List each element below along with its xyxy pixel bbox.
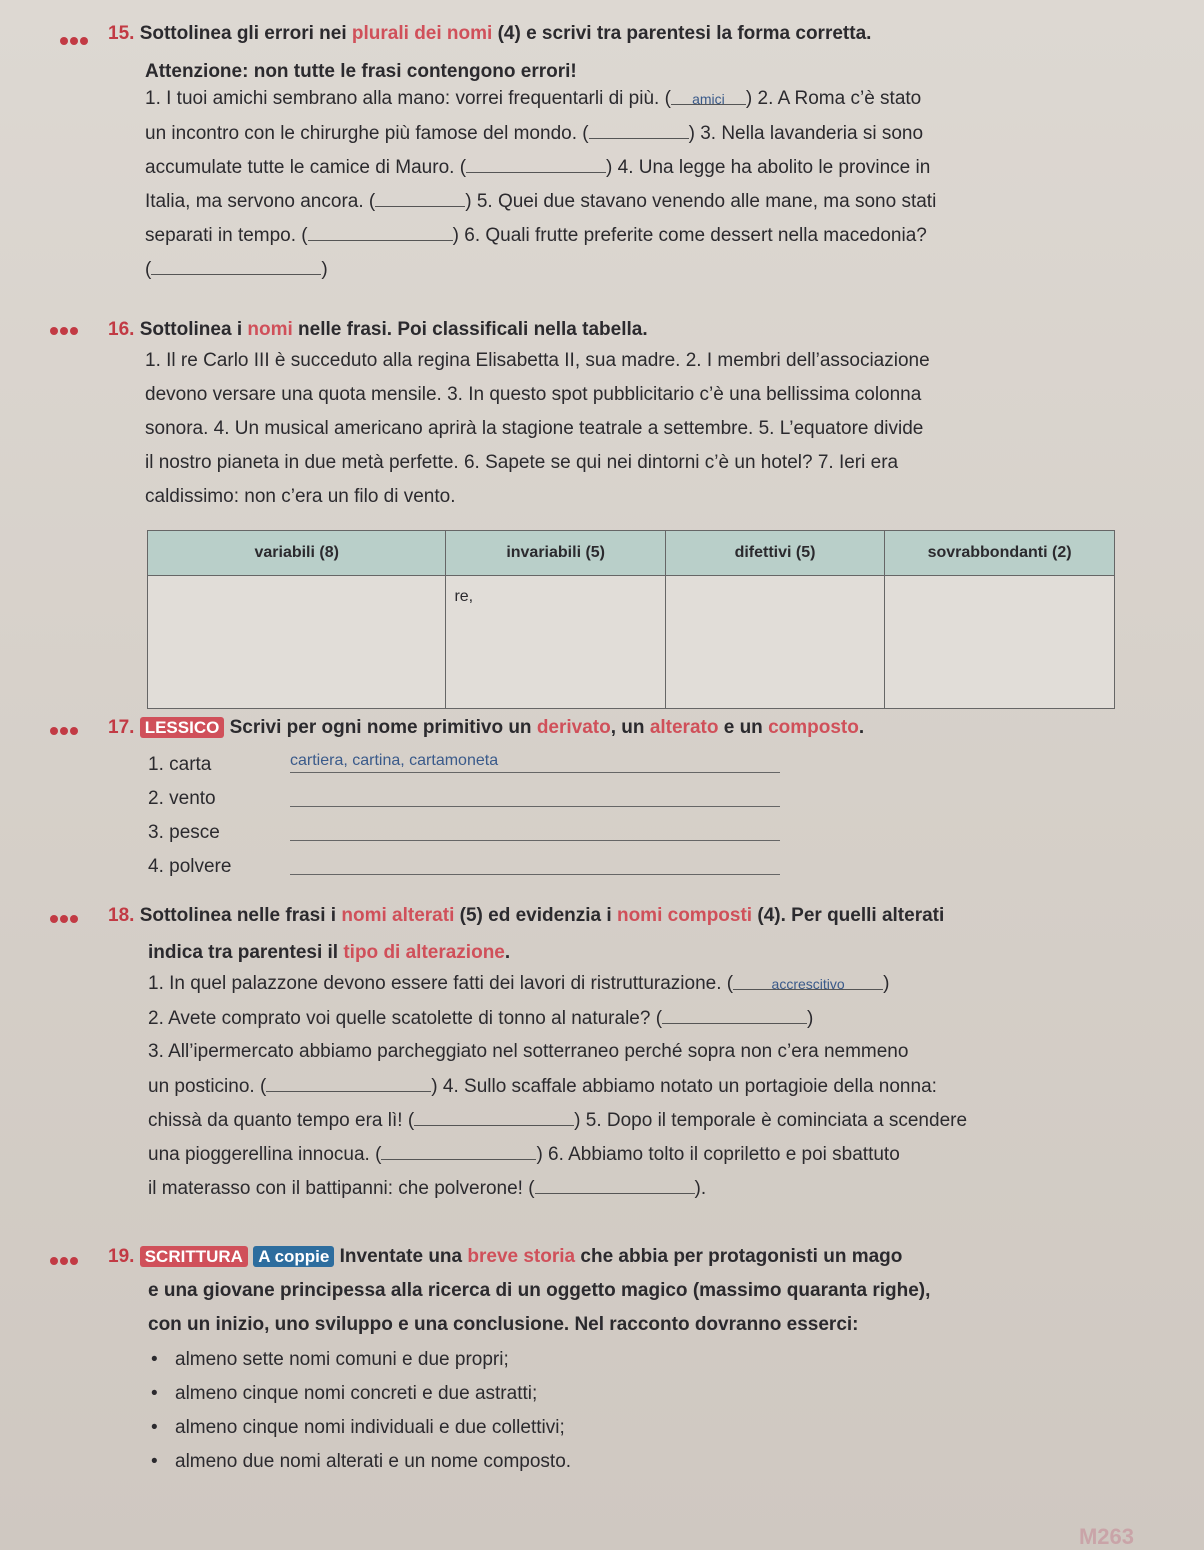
ex18-line1: 1. In quel palazzone devono essere fatti dei lavori di ristrutturazione. ( accrescitivo ) [148,973,890,994]
ex19-title: 19. SCRITTURA A coppie Inventate una breve storia che abbia per protagonisti un mago [108,1246,903,1267]
answer-line[interactable] [290,854,780,875]
ex15-line6: ( ) [145,259,328,280]
ex15-line2: un incontro con le chirurghe più famose del mondo. ( ) 3. Nella lavanderia si sono [145,123,924,144]
cell-invariabili[interactable]: re, [446,576,665,709]
col-header-sovrabbondanti: sovrabbondanti (2) [885,531,1115,576]
answer-blank[interactable] [266,1075,431,1092]
ex17-item-2: 2. vento [148,788,216,809]
ex16-line4: il nostro pianeta in due metà perfette. 6. Sapete se qui nei dintorni c’è un hotel? 7. Ieri era [145,452,899,473]
difficulty-dots [50,727,78,735]
a-coppie-badge: A coppie [253,1246,334,1267]
ex16-title: 16. Sottolinea i nomi nelle frasi. Poi classificali nella tabella. [108,319,648,340]
answer-blank[interactable] [466,156,606,173]
ex17-item-4: 4. polvere [148,856,232,877]
answer-blank[interactable] [589,122,689,139]
col-header-variabili: variabili (8) [148,531,446,576]
answer-line[interactable] [290,820,780,841]
ex17-item-1: 1. carta [148,754,212,775]
answer-blank[interactable]: accrescitivo [733,973,883,990]
difficulty-dots [50,1257,78,1265]
ex16-line5: caldissimo: non c’era un filo di vento. [145,486,456,507]
ex18-line4: un posticino. ( ) 4. Sullo scaffale abbiamo notato un portagioie della nonna: [148,1076,937,1097]
cell-sovrabbondanti[interactable] [885,576,1115,709]
ex15-line3: accumulate tutte le camice di Mauro. ( ) 4. Una legge ha abolito le province in [145,157,931,178]
ex16-line1: 1. Il re Carlo III è succeduto alla regina Elisabetta II, sua madre. 2. I membri dell’associazione [145,350,930,371]
ex19-bullet-3: • almeno cinque nomi individuali e due collettivi; [175,1417,565,1439]
ex19-line3: con un inizio, uno sviluppo e una conclusione. Nel racconto dovranno esserci: [148,1314,859,1335]
ex19-bullet-1: • almeno sette nomi comuni e due propri; [175,1349,509,1371]
ex16-line2: devono versare una quota mensile. 3. In questo spot pubblicitario c’è una bellissima colonna [145,384,922,405]
ex17-item-3: 3. pesce [148,822,220,843]
answer-blank[interactable] [151,258,321,275]
ex18-title-line2: indica tra parentesi il tipo di alterazione. [148,942,511,963]
ex19-bullet-2: • almeno cinque nomi concreti e due astratti; [175,1383,537,1405]
ex15-title: 15. Sottolinea gli errori nei plurali dei nomi (4) e scrivi tra parentesi la forma corretta. [108,23,872,44]
cell-variabili[interactable] [148,576,446,709]
ex15-line1: 1. I tuoi amichi sembrano alla mano: vorrei frequentarli di più. ( amici ) 2. A Roma c’è stato [145,88,922,109]
answer-blank[interactable]: amici [671,88,746,105]
cell-difettivi[interactable] [665,576,884,709]
col-header-invariabili: invariabili (5) [446,531,665,576]
ex17-title: 17. LESSICO Scrivi per ogni nome primitivo un derivato, un alterato e un composto. [108,717,865,738]
scrittura-badge: SCRITTURA [140,1246,248,1267]
answer-blank[interactable] [662,1007,807,1024]
ex15-line4: Italia, ma servono ancora. ( ) 5. Quei due stavano venendo alle mane, ma sono stati [145,191,937,212]
col-header-difettivi: difettivi (5) [665,531,884,576]
answer-blank[interactable] [381,1143,536,1160]
ex18-line7: il materasso con il battipanni: che polverone! ( ). [148,1178,707,1199]
answer-blank[interactable] [535,1177,695,1194]
answer-line[interactable]: cartiera, cartina, cartamoneta [290,752,780,773]
answer-line[interactable] [290,786,780,807]
ex18-line5: chissà da quanto tempo era lì! ( ) 5. Dopo il temporale è cominciata a scendere [148,1110,968,1131]
answer-blank[interactable] [375,190,465,207]
answer-blank[interactable] [414,1109,574,1126]
difficulty-dots [50,327,78,335]
difficulty-dots [60,37,88,45]
ex19-line2: e una giovane principessa alla ricerca di un oggetto magico (massimo quaranta righe), [148,1280,931,1301]
difficulty-dots [50,915,78,923]
lessico-badge: LESSICO [140,717,225,738]
ex15-subtitle: Attenzione: non tutte le frasi contengono errori! [145,61,577,82]
classification-table [147,530,1115,709]
page-number: M263 [1078,1524,1134,1549]
ex18-line3: 3. All’ipermercato abbiamo parcheggiato nel sotterraneo perché sopra non c’era nemmeno [148,1041,909,1062]
ex18-line6: una pioggerellina innocua. ( ) 6. Abbiamo tolto il copriletto e poi sbattuto [148,1144,900,1165]
ex18-title: 18. Sottolinea nelle frasi i nomi alterati (5) ed evidenzia i nomi composti (4). Per quelli alterati [108,905,945,926]
answer-blank[interactable] [308,224,453,241]
ex18-line2: 2. Avete comprato voi quelle scatolette di tonno al naturale? ( ) [148,1008,814,1029]
ex16-line3: sonora. 4. Un musical americano aprirà la stagione teatrale a settembre. 5. L’equatore divide [145,418,924,439]
ex15-line5: separati in tempo. ( ) 6. Quali frutte preferite come dessert nella macedonia? [145,225,927,246]
ex19-bullet-4: • almeno due nomi alterati e un nome composto. [175,1451,571,1473]
